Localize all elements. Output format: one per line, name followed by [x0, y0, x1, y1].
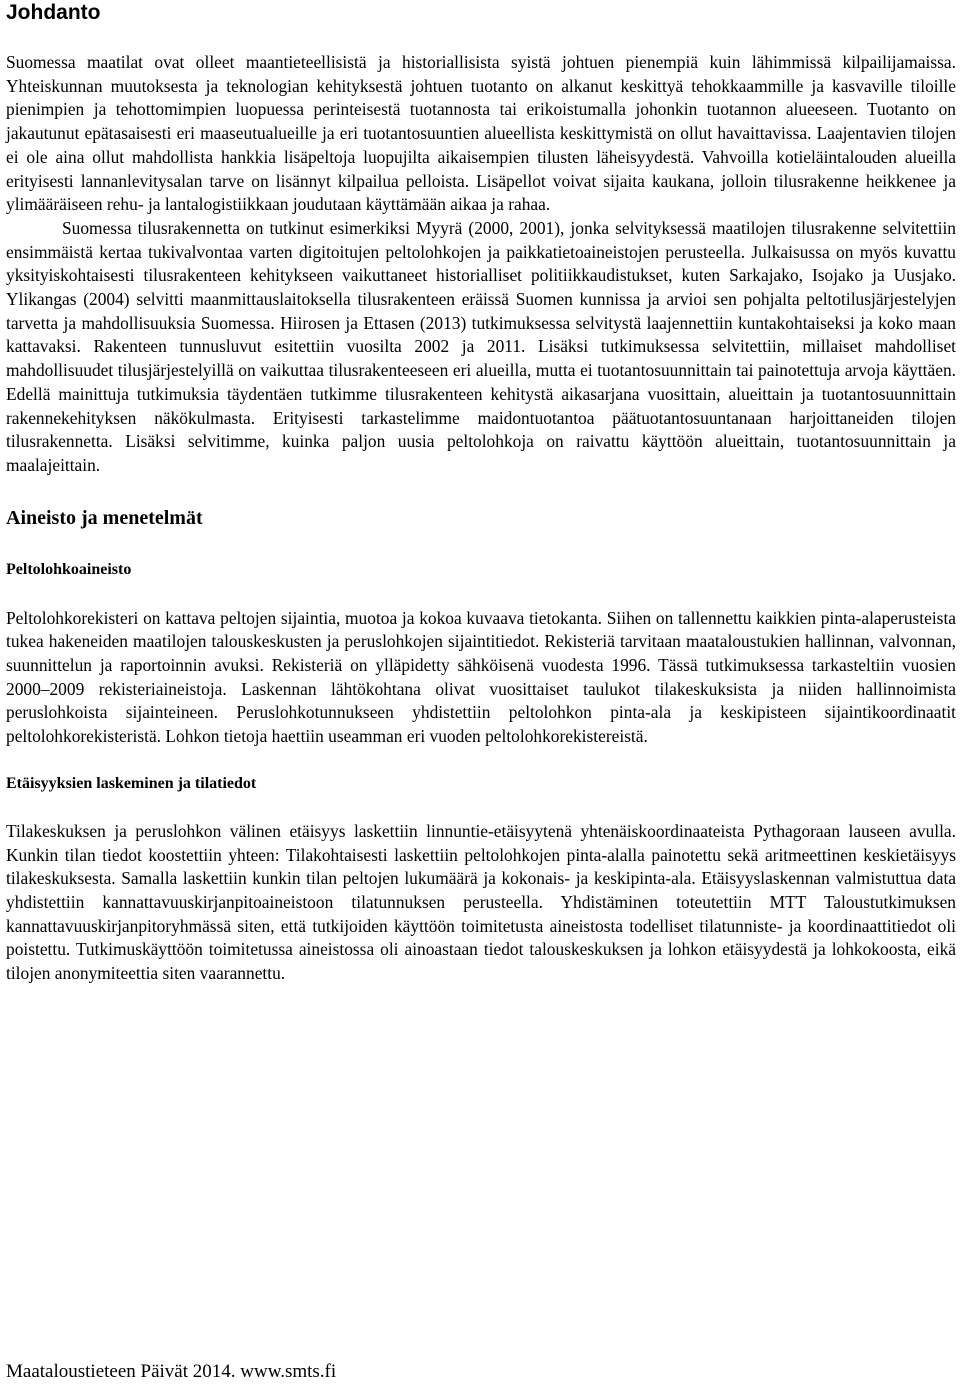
subsection-title-field-data: Peltolohkoaineisto: [6, 560, 132, 578]
subsection-title-distances: Etäisyyksien laskeminen ja tilatiedot: [6, 774, 257, 792]
section-title-methods: Aineisto ja menetelmät: [6, 506, 203, 529]
section-title-intro: Johdanto: [6, 1, 101, 24]
methods-paragraph-2: Tilakeskuksen ja peruslohkon välinen etäisyys laskettiin linnuntie-etäisyytenä yhtenäiskoordinaateista Pythagoraan lauseen avulla. Kunkin tilan tiedot koostettiin yhteen: Tilakohtaisesti laskettiin peltolohkojen pinta-alalla painotettu sekä aritmeettinen keskietäisyys tilakeskuksesta. Samalla laskettiin kunkin tilan peltojen lukumäärä ja kokonais- ja keskipinta-ala. Etäisyyslaskennan valmistuttua data yhdistettiin kannattavuuskirjanpitoaineistoon tilatunnuksen perusteella. Yhdistäminen toteutettiin MTT Taloustutkimuksen kannattavuuskirjanpitoryhmässä siten, että tutkijoiden käyttöön toimitetusta aineistosta todelliset tilatunniste- ja koordinaattitiedot oli poistettu. Tutkimuskäyttöön toimitetussa aineistossa oli ainoastaan tiedot talouskeskuksen ja lohkon etäisyydestä ja lohkokoosta, eikä tilojen anonymiteettia siten vaarannettu.: [6, 820, 956, 984]
intro-paragraph-1: Suomessa maatilat ovat olleet maantieteellisistä ja historiallisista syistä johtuen pienempiä kuin lähimmissä kilpailijamaissa. Yhteiskunnan muutoksesta ja teknologian kehityksestä johtuen tuotanto on alkanut keskittyä tehokkaammille ja kasvaville tiloille pienimpien ja tehottomimpien luopuessa perinteisestä tuotannosta tai erikoistumalla johonkin tuotannon alueeseen. Tuotanto on jakautunut epätasaisesti eri maaseutualueille ja eri tuotantosuuntien alueellista keskittymistä on ollut havaittavissa. Laajentavien tilojen ei ole aina ollut mahdollista hankkia lisäpeltoja luopujilta aikaisempien tilusten läheisyydestä. Vahvoilla kotieläintalouden alueilla erityisesti lannanlevitysalan tarve on lisännyt kilpailua pelloista. Lisäpellot voivat sijaita kaukana, jolloin tilusrakenne heikkenee ja ylimääräiseen rehu- ja lantalogistiikkaan joudutaan käyttämään aikaa ja rahaa.: [6, 52, 956, 215]
methods-paragraph-1: Peltolohkorekisteri on kattava peltojen sijaintia, muotoa ja kokoa kuvaava tietokanta. Siihen on tallennettu kaikkien pinta-alaperusteista tukea hakeneiden maatilojen talouskeskusten ja peruslohkojen sijaintitiedot. Rekisteriä tarvitaan maataloustukien hallinnan, valvonnan, suunnittelun ja raportoinnin avuksi. Rekisteriä on ylläpidetty sähköisenä vuodesta 1996. Tässä tutkimuksessa tarkasteltiin vuosien 2000–2009 rekisteriaineistoja. Laskennan lähtökohtana olivat vuosittaiset taulukot tilakeskuksista ja niiden hallinnoimista peruslohkoista sijainteineen. Peruslohkotunnukseen yhdistettiin peltolohkon pinta-ala ja keskipisteen sijaintikoordinaatit peltolohkorekisteristä. Lohkon tietoja haettiin useamman eri vuoden peltolohkorekistereistä.: [6, 607, 956, 747]
page-footer: Maataloustieteen Päivät 2014. www.smts.fi: [6, 1361, 337, 1382]
document-page: [6, 0, 956, 986]
intro-paragraph-2: Suomessa tilusrakennetta on tutkinut esimerkiksi Myyrä (2000, 2001), jonka selvityksessä maatilojen tilusrakenne selvitettiin ensimmäistä kertaa tukivalvontaa varten digitoitujen peltolohkojen ja paikkatietoaineistojen perusteella. Julkaisussa on myös kuvattu yksityiskohtaisesti tilusrakenteen kehitykseen vaikuttaneet historialliset politiikkaudistukset, kuten Sarkajako, Isojako ja Uusjako. Ylikangas (2004) selvitti maanmittauslaitoksella tilusrakenteen eräissä Suomen kunnissa ja arvioi sen pohjalta peltotilusjärjestelyjen tarvetta ja mahdollisuuksia Suomessa. Hiirosen ja Ettasen (2013) tutkimuksessa selvitystä laajennettiin kuntakohtaiseksi ja koko maan kattavaksi. Rakenteen tunnusluvut esitettiin vuosilta 2002 ja 2011. Lisäksi tutkimuksessa selvitettiin, millaiset mahdolliset mahdollisuudet tilusjärjestelyillä on vaikuttaa tilusrakenteeseen eri alueilla, mutta ei tuotantosuunnittain tai painotettuja arvoja käyttäen. Edellä mainittuja tutkimuksia täydentäen tutkimme tilusrakenteen kehitystä aikasarjana vuosittain, alueittain ja tuotantosuunnittain rakennekehityksen näkökulmasta. Erityisesti tarkastelimme maidontuotantoa päätuotantosuuntanaan harjoittaneiden tilojen tilusrakennetta. Lisäksi selvitimme, kuinka paljon uusia peltolohkoja on raivattu käyttöön alueittain, tuotantosuunnittain ja maalajeittain.: [6, 217, 956, 475]
